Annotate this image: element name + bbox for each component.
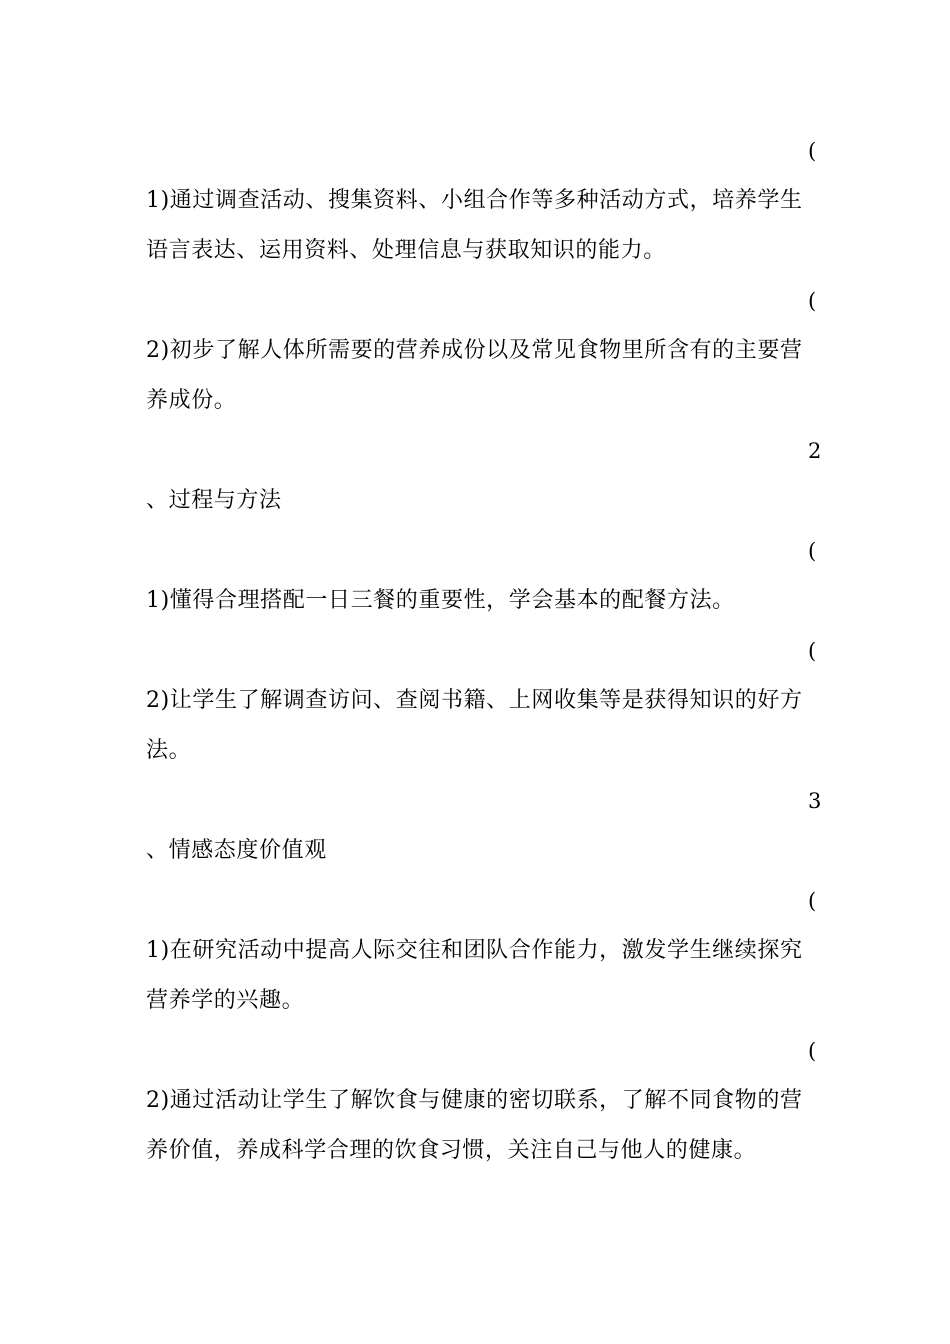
objective-line: 2)初步了解人体所需要的营养成份以及常见食物里所含有的主要营: [146, 338, 803, 363]
paren-marker: (: [808, 139, 817, 163]
paren-marker: (: [808, 1039, 817, 1063]
objective-line: 语言表达、运用资料、处理信息与获取知识的能力。: [146, 238, 666, 263]
paren-marker: (: [808, 889, 817, 913]
objective-line: 养价值，养成科学合理的饮食习惯，关注自己与他人的健康。: [146, 1138, 757, 1163]
section-heading: 、情感态度价值观: [146, 838, 327, 863]
paren-marker: (: [808, 289, 817, 313]
section-number: 3: [808, 789, 822, 813]
objective-line: 1)通过调查活动、搜集资料、小组合作等多种活动方式，培养学生: [146, 188, 803, 213]
section-heading: 、过程与方法: [146, 488, 282, 513]
paren-marker: (: [808, 639, 817, 663]
objective-line: 营养学的兴趣。: [146, 988, 305, 1013]
objective-line: 2)让学生了解调查访问、查阅书籍、上网收集等是获得知识的好方: [146, 688, 803, 713]
paren-marker: (: [808, 539, 817, 563]
objective-line: 1)懂得合理搭配一日三餐的重要性，学会基本的配餐方法。: [146, 588, 735, 613]
objective-line: 养成份。: [146, 388, 237, 413]
section-number: 2: [808, 439, 822, 463]
objective-line: 2)通过活动让学生了解饮食与健康的密切联系，了解不同食物的营: [146, 1088, 803, 1113]
objective-line: 法。: [146, 738, 192, 763]
objective-line: 1)在研究活动中提高人际交往和团队合作能力，激发学生继续探究: [146, 938, 803, 963]
